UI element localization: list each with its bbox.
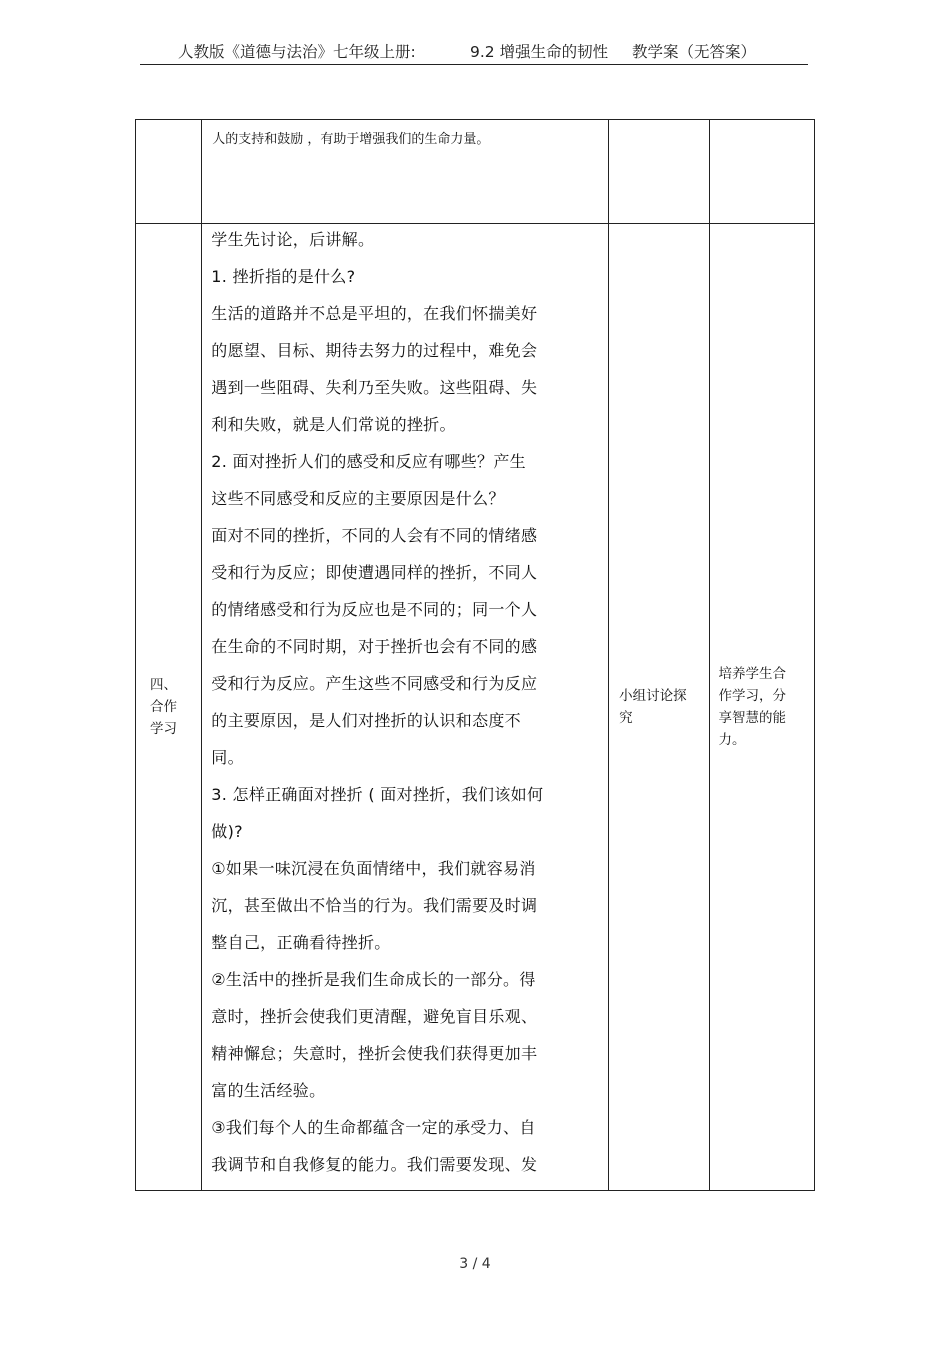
- activity-cell: [609, 224, 709, 1191]
- table-row: [136, 224, 815, 1191]
- content-cell: [202, 120, 609, 224]
- content-line: 沉，甚至做出不恰当的行为。我们需要及时调: [211, 896, 538, 915]
- text-line: 四、: [150, 677, 177, 693]
- header-book-title: 人教版《道德与法治》七年级上册:: [178, 43, 416, 61]
- content-line: 的愿望、目标、期待去努力的过程中，难免会: [211, 341, 538, 360]
- content-line: 利和失败，就是人们常说的挫折。: [211, 415, 456, 434]
- text-line: 究: [619, 710, 633, 726]
- content-line: 整自己，正确看待挫折。: [211, 933, 391, 952]
- text-line: 合作: [150, 699, 177, 715]
- content-line: 做)?: [211, 822, 243, 841]
- content-line: 富的生活经验。: [211, 1081, 326, 1100]
- page-header: [140, 36, 808, 65]
- content-line: 同。: [211, 748, 244, 767]
- activity-text: [609, 685, 708, 729]
- text-line: 小组讨论探: [619, 688, 687, 704]
- text-line: 力。: [718, 732, 746, 748]
- lesson-table: [135, 119, 815, 1191]
- content-line: 学生先讨论，后讲解。: [211, 230, 375, 249]
- content-line: 这些不同感受和反应的主要原因是什么？: [211, 489, 505, 508]
- section-label: [136, 674, 201, 740]
- activity-cell: [609, 120, 709, 224]
- content-text: [202, 221, 608, 1183]
- content-line: 在生命的不同时期，对于挫折也会有不同的感: [211, 637, 538, 656]
- content-line: ②生活中的挫折是我们生命成长的一部分。得: [211, 970, 536, 989]
- section-cell: [136, 224, 202, 1191]
- content-line: 精神懈怠；失意时，挫折会使我们获得更加丰: [211, 1044, 538, 1063]
- goal-cell: [709, 224, 814, 1191]
- content-line: 遇到一些阻碍、失利乃至失败。这些阻碍、失: [211, 378, 538, 397]
- content-line: 受和行为反应；即使遭遇同样的挫折，不同人: [211, 563, 538, 582]
- text-line: 作学习，分: [718, 688, 787, 704]
- content-line: 受和行为反应。产生这些不同感受和行为反应: [211, 674, 538, 693]
- content-line: 意时，挫折会使我们更清醒，避免盲目乐观、: [211, 1007, 538, 1026]
- content-line: 我调节和自我修复的能力。我们需要发现、发: [211, 1155, 538, 1174]
- content-line: 1. 挫折指的是什么?: [211, 267, 356, 286]
- content-cell: [202, 224, 609, 1191]
- content-line: 的主要原因，是人们对挫折的认识和态度不: [211, 711, 521, 730]
- header-doc-type: 教学案（无答案）: [632, 43, 757, 61]
- text-line: 培养学生合: [718, 666, 787, 682]
- content-line: 3. 怎样正确面对挫折 ( 面对挫折，我们该如何: [211, 785, 544, 804]
- content-line: 的情绪感受和行为反应也是不同的；同一个人: [211, 600, 538, 619]
- content-line: ①如果一味沉浸在负面情绪中，我们就容易消: [211, 859, 536, 878]
- content-line: 面对不同的挫折，不同的人会有不同的情绪感: [211, 526, 538, 545]
- page-number: 3 / 4: [459, 1256, 491, 1272]
- content-line: 人的支持和鼓励 ，有助于增强我们的生命力量。: [212, 132, 490, 147]
- table-row: [136, 120, 815, 224]
- content-text: [202, 131, 608, 149]
- content-line: 生活的道路并不总是平坦的，在我们怀揣美好: [211, 304, 538, 323]
- content-line: 2. 面对挫折人们的感受和反应有哪些？产生: [211, 452, 526, 471]
- content-line: ③我们每个人的生命都蕴含一定的承受力、自: [211, 1118, 536, 1137]
- goal-text: [710, 663, 814, 751]
- header-lesson-title: 9.2 增强生命的韧性: [470, 43, 609, 61]
- text-line: 学习: [150, 721, 177, 737]
- text-line: 享智慧的能: [718, 710, 787, 726]
- goal-cell: [709, 120, 814, 224]
- section-cell: [136, 120, 202, 224]
